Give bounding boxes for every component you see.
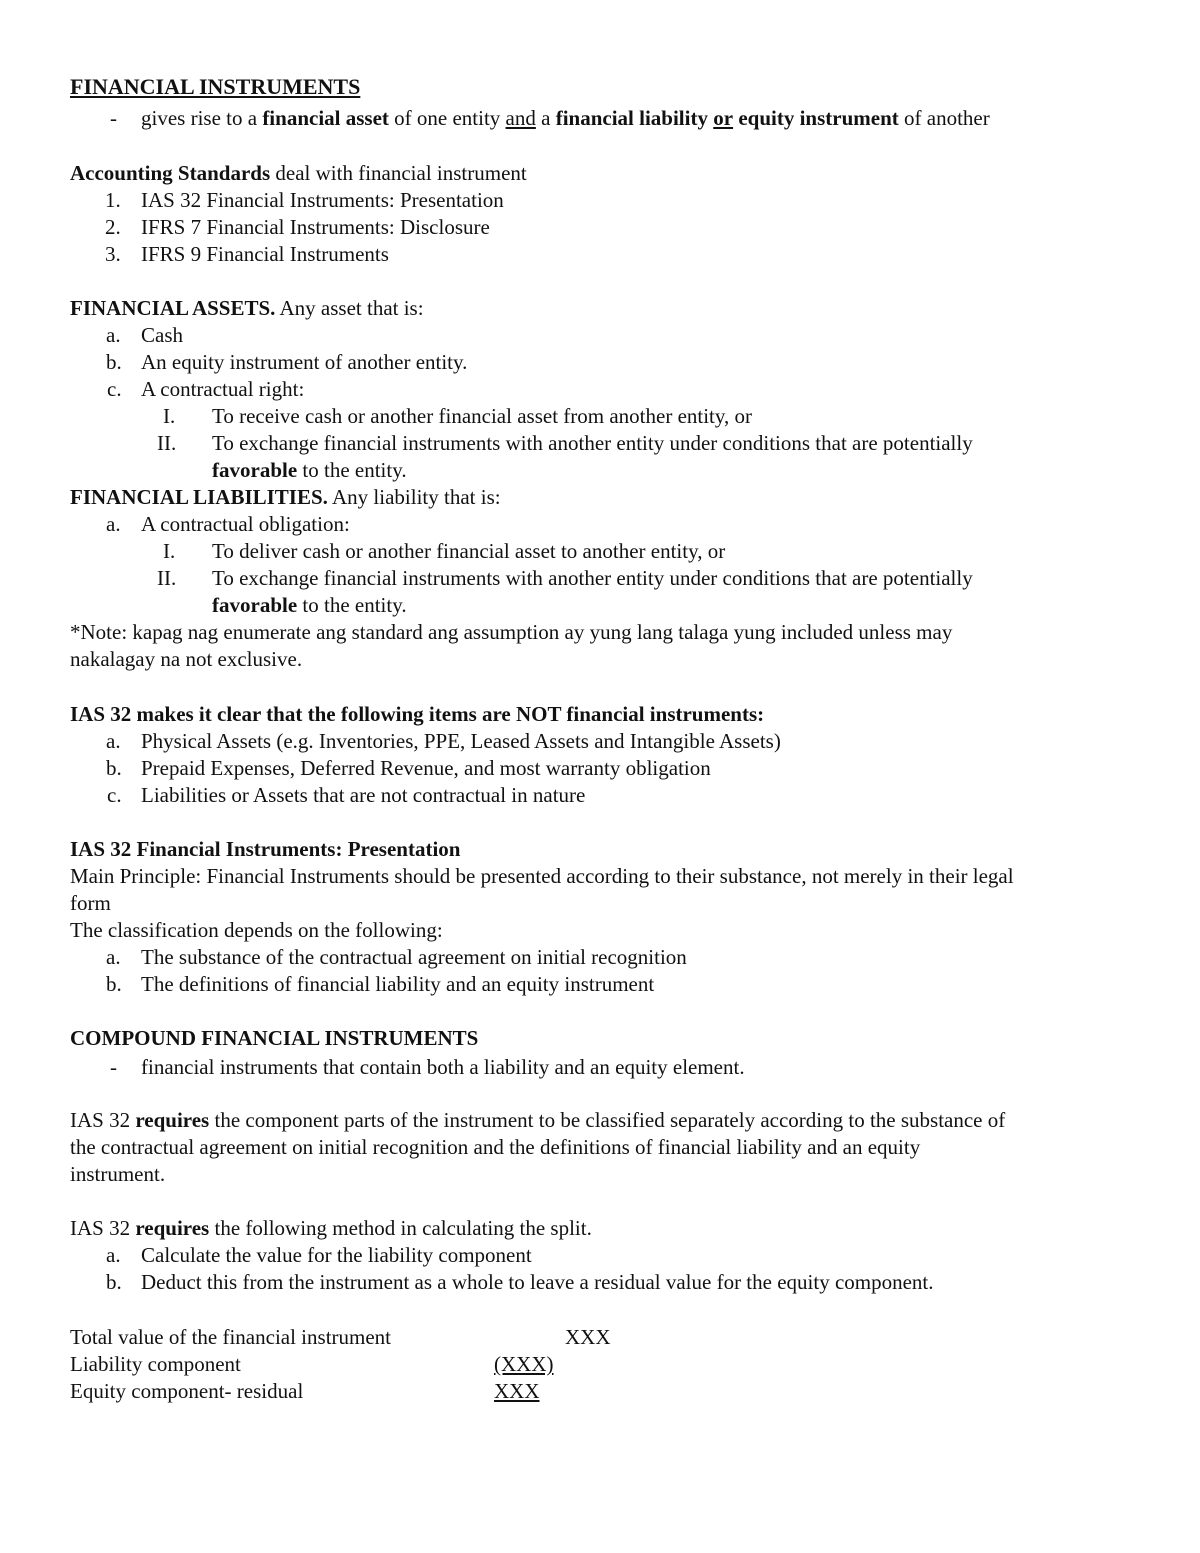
split-row-value: XXX — [494, 1379, 540, 1403]
list-item: The substance of the contractual agreement on initial recognition — [141, 945, 687, 969]
list-item: IFRS 7 Financial Instruments: Disclosure — [141, 215, 490, 239]
list-marker: b. — [106, 350, 122, 374]
list-item: IAS 32 Financial Instruments: Presentation — [141, 188, 504, 212]
list-marker: 3. — [105, 242, 121, 266]
list-item-continuation — [212, 457, 407, 484]
underlined-and: and — [505, 106, 536, 130]
method-line — [70, 1215, 592, 1242]
note-line: *Note: kapag nag enumerate ang standard ang assumption ay yung lang talaga yung included unless may — [70, 620, 953, 644]
compound-definition: financial instruments that contain both a liability and an equity element. — [141, 1055, 745, 1079]
list-item: Calculate the value for the liability component — [141, 1243, 532, 1267]
dash-marker: - — [110, 106, 117, 130]
list-item: To deliver cash or another financial asset to another entity, or — [212, 539, 726, 563]
liabilities-heading — [70, 484, 501, 511]
definition-text: of another — [898, 106, 990, 130]
list-marker: a. — [106, 512, 121, 536]
roman-marker: I. — [163, 539, 176, 563]
assets-heading — [70, 295, 424, 322]
split-row-value: XXX — [565, 1325, 611, 1349]
assets-rest: Any asset that is: — [275, 296, 424, 320]
roman-marker: I. — [163, 404, 176, 428]
principle-line: form — [70, 891, 111, 915]
requires-bold: requires — [135, 1216, 210, 1240]
dash-marker: - — [110, 1055, 117, 1079]
roman-marker: II. — [157, 431, 177, 455]
list-item: Deduct this from the instrument as a whole to leave a residual value for the equity component. — [141, 1270, 934, 1294]
term-favorable: favorable — [212, 458, 298, 482]
term-financial-asset: financial asset — [262, 106, 389, 130]
definition-text: a — [535, 106, 556, 130]
list-marker: b. — [106, 972, 122, 996]
list-marker: a. — [106, 1243, 121, 1267]
list-item: Liabilities or Assets that are not contractual in nature — [141, 783, 586, 807]
requires-pre: IAS 32 — [70, 1108, 136, 1132]
list-item: A contractual right: — [141, 377, 305, 401]
list-item: IFRS 9 Financial Instruments — [141, 242, 389, 266]
assets-bold: FINANCIAL ASSETS. — [70, 296, 276, 320]
split-row-label: Total value of the financial instrument — [70, 1325, 392, 1349]
requires-paragraph-line: instrument. — [70, 1162, 166, 1186]
requires-rest: the following method in calculating the split. — [209, 1216, 592, 1240]
list-marker: a. — [106, 945, 121, 969]
list-marker: b. — [106, 1270, 122, 1294]
continuation-text: to the entity. — [297, 458, 407, 482]
list-item-continuation — [212, 592, 407, 619]
presentation-heading: IAS 32 Financial Instruments: Presentation — [70, 837, 461, 861]
list-marker: c. — [107, 783, 122, 807]
list-item: To receive cash or another financial asset from another entity, or — [212, 404, 753, 428]
list-item: Cash — [141, 323, 183, 347]
list-item: A contractual obligation: — [141, 512, 350, 536]
standards-rest: deal with financial instrument — [270, 161, 527, 185]
requires-pre: IAS 32 — [70, 1216, 136, 1240]
list-marker: a. — [106, 323, 121, 347]
requires-rest: the component parts of the instrument to be classified separately according to the substance of — [209, 1108, 1006, 1132]
definition-text: gives rise to a — [141, 106, 263, 130]
list-item: The definitions of financial liability and an equity instrument — [141, 972, 655, 996]
split-row-label: Liability component — [70, 1352, 241, 1376]
page-title: FINANCIAL INSTRUMENTS — [70, 74, 361, 99]
term-equity-instrument: equity instrument — [738, 106, 899, 130]
list-marker: b. — [106, 756, 122, 780]
roman-marker: II. — [157, 566, 177, 590]
list-item: To exchange financial instruments with another entity under conditions that are potentially — [212, 566, 973, 590]
term-financial-liability: financial liability — [555, 106, 708, 130]
standards-heading — [70, 160, 527, 187]
split-row-label: Equity component- residual — [70, 1379, 304, 1403]
liabilities-rest: Any liability that is: — [327, 485, 501, 509]
definition-text: of one entity — [388, 106, 506, 130]
requires-paragraph-line — [70, 1107, 1005, 1134]
classification-line: The classification depends on the following: — [70, 918, 443, 942]
list-item: Physical Assets (e.g. Inventories, PPE, Leased Assets and Intangible Assets) — [141, 729, 781, 753]
split-row-value: (XXX) — [494, 1352, 554, 1376]
list-item: To exchange financial instruments with another entity under conditions that are potentially — [212, 431, 973, 455]
continuation-text: to the entity. — [297, 593, 407, 617]
term-favorable: favorable — [212, 593, 298, 617]
list-marker: a. — [106, 729, 121, 753]
compound-heading: COMPOUND FINANCIAL INSTRUMENTS — [70, 1026, 479, 1050]
liabilities-bold: FINANCIAL LIABILITIES. — [70, 485, 328, 509]
not-fi-heading: IAS 32 makes it clear that the following items are NOT financial instruments: — [70, 702, 765, 726]
list-marker: 1. — [105, 188, 121, 212]
list-marker: 2. — [105, 215, 121, 239]
requires-bold: requires — [135, 1108, 210, 1132]
definition-line — [141, 105, 990, 132]
standards-bold: Accounting Standards — [70, 161, 271, 185]
requires-paragraph-line: the contractual agreement on initial recognition and the definitions of financial liability and an equity — [70, 1135, 921, 1159]
note-line: nakalagay na not exclusive. — [70, 647, 303, 671]
list-item: Prepaid Expenses, Deferred Revenue, and most warranty obligation — [141, 756, 711, 780]
principle-line: Main Principle: Financial Instruments should be presented according to their substance, not merely in their legal — [70, 864, 1014, 888]
list-marker: c. — [107, 377, 122, 401]
underlined-or: or — [713, 106, 734, 130]
list-item: An equity instrument of another entity. — [141, 350, 468, 374]
